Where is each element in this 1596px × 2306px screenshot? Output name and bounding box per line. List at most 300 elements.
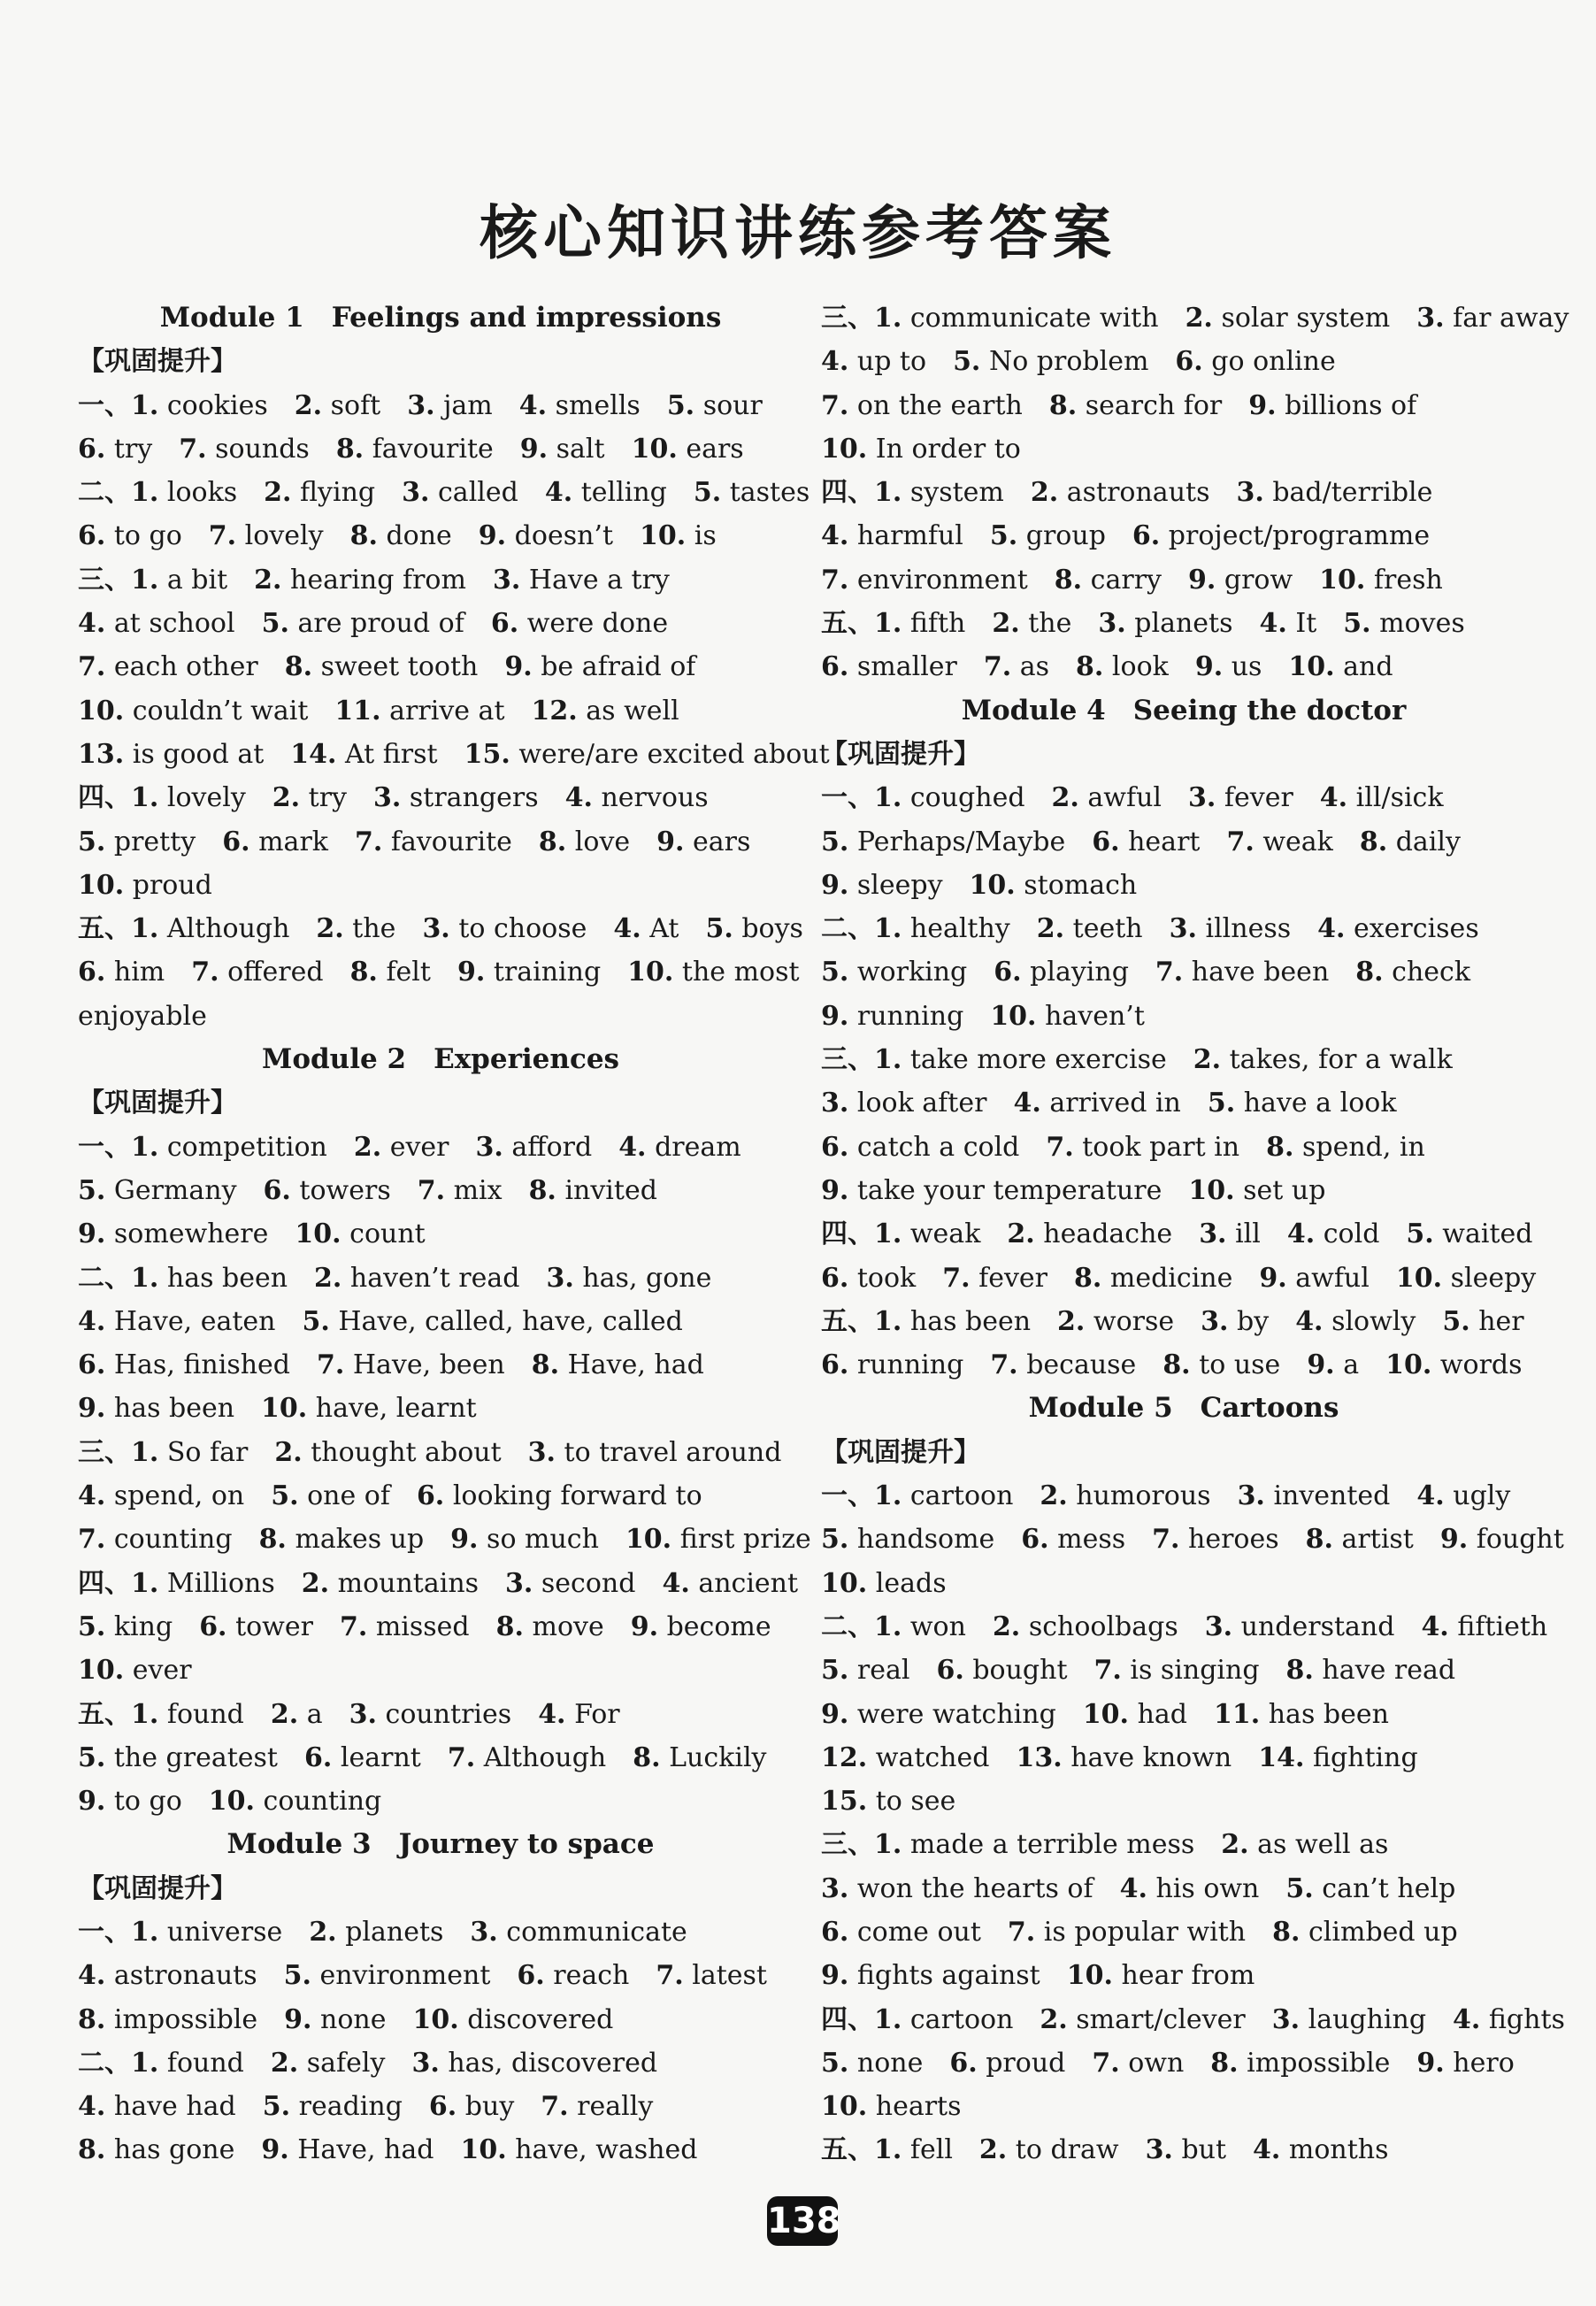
exercise-label: 四、	[821, 1218, 874, 1250]
answer-text: heart	[1128, 826, 1201, 857]
answer-item	[874, 2134, 953, 2165]
exercise-label: 三、	[78, 1436, 131, 1468]
answer-item	[264, 1175, 391, 1206]
answer-number: 4.	[1453, 2003, 1481, 2035]
right-column	[821, 296, 1569, 2172]
answer-line	[78, 1779, 803, 1823]
answer-number: 10.	[821, 433, 868, 465]
answer-item	[78, 1349, 290, 1380]
answer-text: cookies	[166, 389, 268, 421]
section-tag: 【巩固提升】	[78, 1872, 237, 1904]
answer-item	[350, 520, 452, 551]
answer-text: thought about	[311, 1436, 502, 1468]
answer-text: nervous	[601, 782, 709, 814]
answer-number: 9.	[457, 957, 486, 988]
answer-text: his own	[1155, 1872, 1260, 1904]
answer-item	[942, 1263, 1047, 1294]
answer-item	[1055, 565, 1162, 596]
answer-text: a	[306, 1698, 323, 1730]
answer-line	[78, 1998, 803, 2041]
answer-item	[1360, 826, 1461, 857]
answer-text: smaller	[856, 651, 957, 683]
answer-item	[970, 870, 1138, 901]
answer-number: 4.	[821, 346, 849, 378]
answer-text: as well as	[1257, 1829, 1389, 1861]
answer-text: telling	[580, 477, 667, 509]
answer-item	[334, 696, 504, 726]
answer-number: 8.	[1355, 957, 1384, 988]
answer-text: is singing	[1130, 1655, 1260, 1687]
answer-text: catch a cold	[856, 1131, 1020, 1163]
answer-number: 8.	[349, 957, 378, 988]
answer-number: 10.	[78, 695, 125, 726]
answer-item	[78, 1960, 257, 1991]
answer-item	[1288, 651, 1393, 682]
answer-text: her	[1478, 1305, 1524, 1337]
answer-number: 1.	[874, 2003, 902, 2035]
answer-text: done	[386, 520, 452, 552]
answer-number: 1.	[874, 1610, 902, 1642]
answer-text: sour	[702, 389, 763, 421]
answer-item	[78, 739, 264, 770]
answer-text: favourite	[390, 826, 512, 857]
answer-item	[1040, 2004, 1245, 2035]
answer-number: 5.	[261, 608, 289, 640]
answer-item	[874, 1829, 1194, 1860]
answer-number: 9.	[504, 651, 533, 683]
answer-number: 10.	[821, 2091, 868, 2123]
answer-item	[936, 1655, 1067, 1686]
answer-line	[821, 1954, 1546, 1997]
answer-text: strangers	[409, 782, 539, 814]
answer-text: ill	[1235, 1218, 1261, 1250]
answer-item	[1199, 1218, 1261, 1249]
answer-line	[821, 471, 1546, 514]
answer-item	[317, 1349, 505, 1380]
answer-number: 1.	[131, 389, 159, 421]
answer-item	[476, 1132, 593, 1163]
answer-item	[209, 520, 324, 551]
answer-text: bought	[972, 1655, 1068, 1687]
answer-item	[450, 1524, 599, 1555]
answer-text: fever	[978, 1262, 1048, 1294]
answer-item	[821, 1132, 1019, 1163]
answer-number: 8.	[1285, 1655, 1314, 1687]
exercise-label: 三、	[821, 303, 874, 334]
answer-text: has, gone	[582, 1262, 712, 1294]
answer-number: 5.	[78, 1741, 106, 1773]
answer-number: 9.	[478, 520, 507, 552]
answer-text: smells	[555, 389, 641, 421]
answer-line	[821, 1736, 1546, 1779]
answer-number: 7.	[1007, 1916, 1036, 1948]
answer-number: 1.	[131, 1916, 159, 1948]
answer-item	[1037, 913, 1143, 944]
answer-number: 3.	[546, 1262, 574, 1294]
answer-item	[504, 651, 695, 682]
answer-line	[78, 645, 803, 688]
answer-item	[821, 434, 1021, 465]
answer-text: learnt	[340, 1741, 421, 1773]
answer-number: 5.	[271, 1480, 299, 1512]
answer-text: be afraid of	[541, 651, 696, 683]
answer-item	[1286, 1655, 1456, 1686]
answer-item	[874, 1611, 966, 1642]
answer-number: 11.	[334, 695, 381, 726]
answer-item	[349, 1699, 512, 1730]
answer-item	[821, 390, 1023, 421]
answer-item	[78, 434, 152, 465]
answer-text: Luckily	[669, 1741, 767, 1773]
answer-text: Although	[483, 1741, 607, 1773]
answer-item	[565, 782, 709, 813]
answer-number: 7.	[1093, 1655, 1122, 1687]
answer-item	[821, 1786, 955, 1817]
answer-item	[1201, 1306, 1269, 1337]
answer-item	[295, 1218, 425, 1249]
answer-item	[355, 826, 512, 857]
answer-item	[491, 608, 668, 639]
answer-text: take your temperature	[856, 1174, 1162, 1206]
answer-text: tastes	[729, 477, 810, 509]
answer-item	[448, 1742, 606, 1773]
answer-text: flying	[300, 477, 376, 509]
answer-continuation: enjoyable	[78, 1000, 207, 1032]
answer-number: 2.	[1057, 1305, 1086, 1337]
answer-number: 9.	[261, 2134, 289, 2166]
answer-text: become	[666, 1610, 771, 1642]
answer-line	[821, 1169, 1546, 1212]
answer-number: 2.	[353, 1131, 382, 1163]
answer-text: running	[856, 1000, 964, 1032]
answer-number: 7.	[191, 957, 219, 988]
answer-item	[656, 826, 750, 857]
answer-line	[78, 1649, 803, 1692]
answer-number: 6.	[1021, 1524, 1049, 1556]
answer-item	[191, 957, 323, 988]
answer-text: reading	[298, 2091, 403, 2123]
answer-item	[373, 782, 539, 813]
section-tag: 【巩固提升】	[821, 738, 980, 770]
answer-number: 3.	[402, 477, 430, 509]
exercise-label: 二、	[78, 1262, 131, 1294]
answer-number: 1.	[131, 564, 159, 596]
answer-item	[78, 1218, 268, 1249]
answer-line	[821, 995, 1546, 1038]
answer-number: 2.	[264, 477, 292, 509]
answer-number: 6.	[821, 1916, 849, 1948]
answer-text: takes, for a walk	[1229, 1044, 1453, 1076]
answer-number: 3.	[1236, 477, 1264, 509]
answer-number: 1.	[131, 1131, 159, 1163]
answer-text: teeth	[1072, 913, 1143, 945]
answer-text: come out	[856, 1916, 981, 1948]
answer-number: 13.	[78, 738, 125, 770]
answer-item	[821, 1960, 1040, 1991]
answer-line	[78, 864, 803, 907]
answer-number: 9.	[821, 1960, 849, 1992]
answer-text: at school	[113, 608, 235, 640]
answer-line	[78, 689, 803, 733]
answer-item	[422, 913, 587, 944]
answer-item	[1013, 1088, 1180, 1118]
answer-number: 1.	[874, 1044, 902, 1076]
answer-text: exercises	[1354, 913, 1479, 945]
answer-number: 4.	[78, 1305, 106, 1337]
answer-number: 4.	[1253, 2134, 1281, 2166]
answer-line	[78, 2085, 803, 2128]
answer-item	[546, 1263, 711, 1294]
answer-number: 3.	[373, 782, 402, 814]
answer-item	[254, 565, 466, 596]
answer-number: 4.	[618, 1131, 647, 1163]
answer-text: really	[577, 2091, 654, 2123]
answer-line	[821, 1867, 1546, 1910]
answer-text: Perhaps/Maybe	[856, 826, 1066, 857]
answer-number: 4.	[821, 520, 849, 552]
answer-item	[274, 1437, 501, 1468]
answer-item	[990, 1349, 1136, 1380]
answer-text: ears	[693, 826, 751, 857]
answer-text: haven’t read	[349, 1262, 520, 1294]
answer-item	[1155, 957, 1329, 988]
answer-text: dream	[655, 1131, 741, 1163]
answer-text: have, washed	[515, 2134, 698, 2166]
answer-number: 7.	[354, 826, 383, 857]
answer-text: because	[1026, 1349, 1137, 1381]
answer-line	[78, 1736, 803, 1779]
answer-number: 6.	[1132, 520, 1161, 552]
answer-item	[1266, 1132, 1425, 1163]
answer-number: 5.	[302, 1305, 330, 1337]
answer-item	[994, 957, 1129, 988]
answer-item	[1170, 913, 1292, 944]
answer-text: offered	[227, 957, 324, 988]
answer-item	[479, 520, 613, 551]
answer-number: 10.	[460, 2134, 507, 2166]
answer-text: weak	[909, 1218, 981, 1250]
answer-item	[78, 1742, 278, 1773]
answer-text: running	[856, 1349, 964, 1381]
answer-item	[78, 520, 182, 551]
exercise-label: 五、	[821, 1305, 874, 1337]
answer-item	[1146, 2134, 1226, 2165]
answer-number: 6.	[821, 651, 849, 683]
answer-text: ancient	[698, 1567, 799, 1599]
answer-number: 6.	[821, 1131, 849, 1163]
answer-line	[78, 1300, 803, 1343]
answer-text: the greatest	[113, 1741, 278, 1773]
answer-text: fighting	[1312, 1741, 1418, 1773]
answer-number: 10.	[990, 1000, 1037, 1032]
answer-number: 1.	[874, 913, 902, 945]
answer-number: 1.	[874, 1829, 902, 1861]
answer-number: 3.	[1188, 782, 1216, 814]
answer-line	[78, 514, 803, 557]
answer-item	[613, 913, 679, 944]
answer-text: made a terrible mess	[909, 1829, 1195, 1861]
answer-text: second	[541, 1567, 636, 1599]
answer-number: 7.	[942, 1262, 971, 1294]
answer-text: humorous	[1076, 1480, 1211, 1512]
answer-text: spend, on	[113, 1480, 245, 1512]
answer-text: weak	[1262, 826, 1333, 857]
answer-text: have read	[1322, 1655, 1456, 1687]
answer-number: 7.	[541, 2091, 569, 2123]
answer-item	[821, 651, 957, 682]
answer-item	[1285, 1873, 1455, 1904]
answer-text: schoolbags	[1028, 1610, 1178, 1642]
answer-text: own	[1128, 2047, 1185, 2079]
answer-line	[821, 1910, 1546, 1954]
answer-text: spend, in	[1301, 1131, 1425, 1163]
answer-item	[1320, 782, 1444, 813]
answer-item	[1416, 1480, 1510, 1511]
answer-text: invited	[564, 1174, 657, 1206]
answer-number: 1.	[874, 608, 902, 640]
answer-text: ill/sick	[1355, 782, 1444, 814]
exercise-label: 五、	[821, 608, 874, 640]
answer-number: 1.	[874, 782, 902, 814]
answer-number: 8.	[78, 2003, 106, 2035]
answer-number: 10.	[627, 957, 674, 988]
answer-item	[131, 477, 237, 508]
answer-text: is	[694, 520, 717, 552]
answer-number: 2.	[294, 389, 323, 421]
answer-item	[1016, 1742, 1232, 1773]
answer-item	[264, 477, 375, 508]
answer-number: 10.	[1066, 1960, 1113, 1992]
answer-number: 9.	[284, 2003, 312, 2035]
answer-number: 6.	[949, 2047, 978, 2079]
answer-line	[78, 558, 803, 602]
answer-item	[411, 2048, 657, 2079]
answer-number: 7.	[179, 433, 207, 465]
answer-item	[1259, 608, 1316, 639]
answer-text: go online	[1211, 346, 1336, 378]
answer-item	[1092, 2048, 1184, 2079]
answer-item	[821, 1175, 1162, 1206]
answer-number: 9.	[519, 433, 549, 465]
answer-text: to go	[113, 1786, 182, 1818]
exercise-label: 五、	[78, 913, 131, 945]
answer-line	[821, 340, 1546, 383]
answer-text: training	[493, 957, 602, 988]
answer-line	[78, 427, 803, 471]
answer-item	[1120, 1873, 1260, 1904]
answer-line	[78, 2041, 803, 2085]
answer-line	[78, 2128, 803, 2171]
answer-number: 8.	[633, 1741, 661, 1773]
answer-number: 7.	[1046, 1131, 1074, 1163]
answer-number: 4.	[1286, 1218, 1316, 1250]
answer-number: 2.	[254, 564, 282, 596]
answer-number: 3.	[475, 1131, 503, 1163]
answer-text: set up	[1243, 1174, 1326, 1206]
answer-line	[78, 1562, 803, 1605]
answer-text: billions of	[1285, 389, 1417, 421]
answer-text: looks	[166, 477, 238, 509]
answer-item	[640, 520, 717, 551]
answer-number: 4.	[1317, 913, 1346, 945]
answer-text: fiftieth	[1457, 1610, 1548, 1642]
answer-item	[1355, 957, 1470, 988]
answer-text: project/programme	[1168, 520, 1431, 552]
answer-text: Has, finished	[113, 1349, 290, 1381]
answer-number: 6.	[78, 433, 106, 465]
answer-number: 7.	[78, 651, 106, 683]
answer-text: It	[1295, 608, 1317, 640]
answer-item	[309, 1917, 443, 1948]
answer-number: 1.	[131, 782, 159, 814]
answer-number: 10.	[1288, 651, 1335, 683]
answer-item	[131, 565, 227, 596]
answer-item	[1453, 2004, 1565, 2035]
answer-number: 1.	[131, 1262, 159, 1294]
answer-number: 8.	[1162, 1349, 1191, 1381]
answer-line	[821, 1605, 1546, 1649]
answer-number: 8.	[1359, 826, 1388, 857]
answer-text: cold	[1323, 1218, 1380, 1250]
answer-number: 3.	[1145, 2134, 1173, 2166]
answer-number: 9.	[630, 1610, 659, 1642]
answer-number: 3.	[422, 913, 450, 945]
answer-text: smart/clever	[1076, 2003, 1246, 2035]
answer-number: 7.	[821, 389, 849, 421]
answer-number: 4.	[564, 782, 593, 814]
answer-number: 2.	[274, 1436, 303, 1468]
answer-number: 10.	[631, 433, 678, 465]
answer-number: 7.	[78, 1524, 106, 1556]
answer-item	[1221, 1829, 1388, 1860]
answer-number: 6.	[304, 1741, 333, 1773]
answer-number: 6.	[821, 1262, 849, 1294]
answer-text: hearing from	[290, 564, 466, 596]
answer-text: healthy	[909, 913, 1010, 945]
answer-item	[821, 957, 967, 988]
answer-text: daily	[1395, 826, 1461, 857]
answer-number: 3.	[821, 1088, 849, 1119]
answer-number: 2.	[1193, 1044, 1222, 1076]
answer-item	[179, 434, 310, 465]
answer-text: reach	[553, 1960, 630, 1992]
answer-item	[1208, 1088, 1397, 1118]
answer-number: 4.	[1259, 608, 1287, 640]
answer-item	[131, 1568, 275, 1599]
answer-item	[1067, 1960, 1255, 1991]
answer-item	[271, 1480, 390, 1511]
answer-item	[314, 1263, 519, 1294]
answer-text: ever	[132, 1655, 192, 1687]
answer-text: are proud of	[297, 608, 464, 640]
answer-text: has been	[113, 1393, 235, 1425]
answer-text: count	[349, 1218, 426, 1250]
answer-number: 1.	[874, 477, 902, 509]
answer-text: medicine	[1109, 1262, 1233, 1294]
answer-item	[821, 2091, 962, 2122]
answer-line	[78, 907, 803, 950]
answer-item	[350, 957, 431, 988]
answer-item	[78, 651, 258, 682]
answer-text: somewhere	[113, 1218, 269, 1250]
answer-text: artist	[1341, 1524, 1414, 1556]
answer-line	[821, 1649, 1546, 1692]
answer-item	[496, 1611, 604, 1642]
answer-item	[78, 2134, 234, 2165]
answer-item	[464, 739, 830, 770]
answer-number: 3.	[1098, 608, 1126, 640]
answer-item	[1238, 1480, 1391, 1511]
